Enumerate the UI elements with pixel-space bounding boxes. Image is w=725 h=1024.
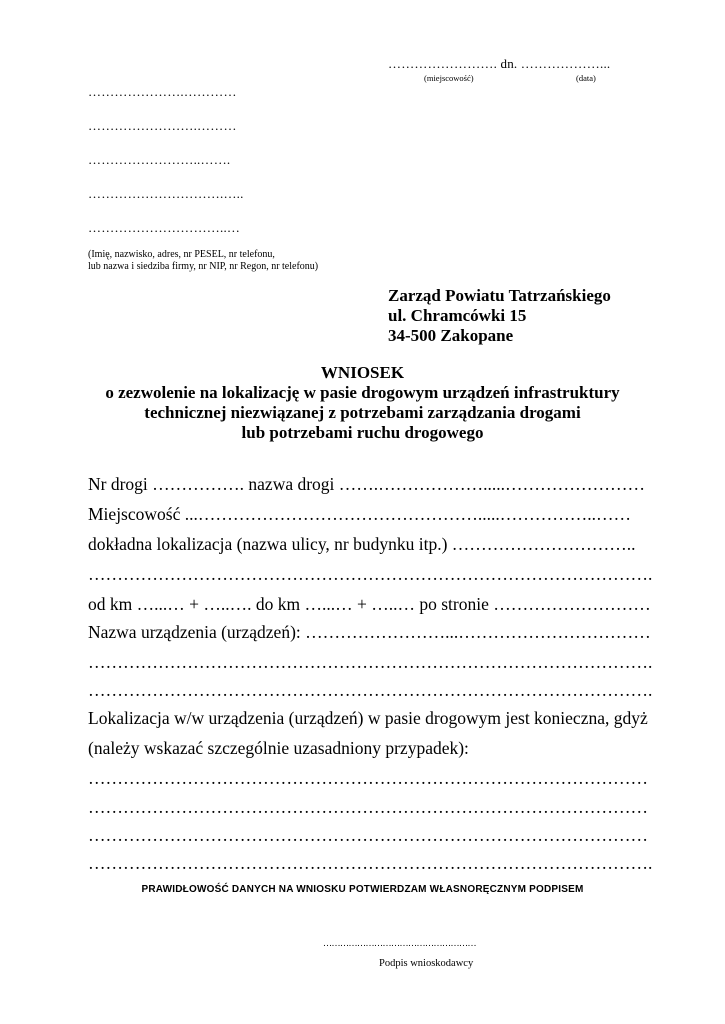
applicant-caption-2: lub nazwa i siedziba firmy, nr NIP, nr Regon, nr telefonu) — [88, 261, 319, 272]
title-line-1: o zezwolenie na lokalizację w pasie drogowym urządzeń infrastruktury — [105, 383, 620, 402]
applicant-caption-1: (Imię, nazwisko, adres, nr PESEL, nr telefonu, — [88, 249, 275, 260]
justification-line-1: …………………………………………………………………………………… — [88, 768, 648, 788]
exact-location-continuation: ……………………………………………………………………………………. — [88, 564, 653, 584]
place-date-line: ……………………. dn. ………………... — [388, 56, 611, 71]
confirmation-statement: PRAWIDŁOWOŚĆ DANYCH NA WNIOSKU POTWIERDZAM WŁASNORĘCZNYM PODPISEM — [141, 884, 584, 895]
locality-line: Miejscowość ...………………………………………….....……………..…… — [88, 504, 631, 524]
document-title: WNIOSEK — [320, 363, 405, 382]
justification-hint: (należy wskazać szczególnie uzasadniony przypadek): — [88, 738, 469, 758]
signature-caption: Podpis wnioskodawcy — [379, 958, 474, 969]
title-line-3: lub potrzebami ruchu drogowego — [241, 423, 484, 442]
applicant-line-1: ………………….………… — [88, 84, 237, 99]
justification-intro: Lokalizacja w/w urządzenia (urządzeń) w pasie drogowym jest konieczna, gdyż — [88, 708, 648, 728]
place-caption: (miejscowość) — [424, 73, 474, 83]
title-line-2: technicznej niezwiązanej z potrzebami zarządzania drogami — [144, 403, 581, 422]
device-name-continuation-1: ……………………………………………………………………………………. — [88, 652, 653, 672]
signature-line: ……………………………………………… — [323, 938, 476, 948]
applicant-line-2: …………………….……… — [88, 118, 237, 133]
justification-line-2: …………………………………………………………………………………… — [88, 797, 648, 817]
device-name-line: Nazwa urządzenia (urządzeń): ……………………...…………………………… — [88, 622, 651, 642]
justification-line-4: ……………………………………………………………………………………. — [88, 853, 653, 873]
device-name-continuation-2: ……………………………………………………………………………………. — [88, 680, 653, 700]
recipient-street: ul. Chramcówki 15 — [388, 306, 527, 325]
road-number-line: Nr drogi ……………. nazwa drogi …….……………….....…………………… — [88, 474, 646, 494]
applicant-line-5: …………………………..… — [88, 220, 241, 235]
justification-line-3: …………………………………………………………………………………… — [88, 825, 648, 845]
exact-location-line: dokładna lokalizacja (nazwa ulicy, nr budynku itp.) ………………………….. — [88, 534, 636, 554]
applicant-line-4: ………………………….….. — [88, 186, 244, 201]
recipient-city: 34-500 Zakopane — [388, 326, 514, 345]
km-range-line: od km …...… + …..…. do km …...… + …..… po stronie ……………………… — [88, 594, 651, 614]
date-caption: (data) — [576, 73, 596, 83]
applicant-line-3: ……………………..……. — [88, 152, 231, 167]
recipient-name: Zarząd Powiatu Tatrzańskiego — [388, 286, 611, 305]
